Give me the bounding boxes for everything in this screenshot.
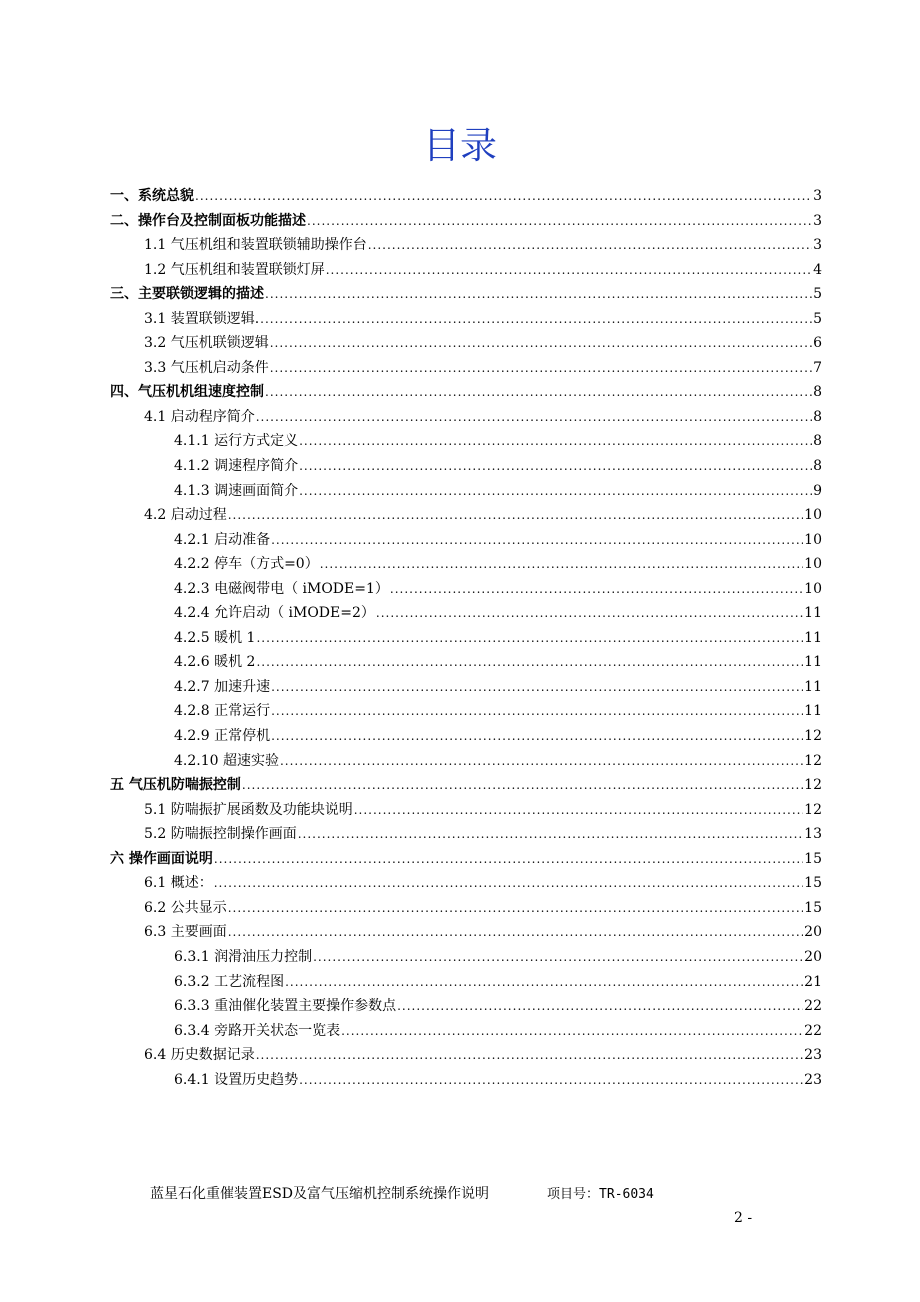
toc-leader-dots: [320, 552, 803, 576]
toc-entry-label: 6.3.2 工艺流程图: [174, 973, 285, 990]
toc-entry-page-number: 4: [813, 261, 822, 278]
toc-entry-page-number: 23: [804, 1047, 822, 1064]
toc-entry-label: 4.1.2 调速程序简介: [174, 458, 299, 475]
toc-leader-dots: [256, 405, 812, 429]
toc-leader-dots: [390, 577, 803, 601]
toc-entry[interactable]: [110, 528, 822, 553]
toc-leader-dots: [260, 307, 812, 331]
toc-entry-page-number: 3: [813, 237, 822, 254]
toc-entry-page-number: 23: [804, 1071, 822, 1088]
toc-entry-label: 4.2 启动过程: [144, 507, 227, 524]
toc-entry-page-number: 11: [804, 629, 822, 646]
toc-entry-page-number: 11: [804, 654, 822, 671]
toc-entry-page-number: 21: [804, 973, 822, 990]
toc-entry-label: 4.2.5 暖机 1: [174, 629, 256, 646]
toc-leader-dots: [256, 1043, 803, 1067]
toc-entry-page-number: 11: [804, 703, 822, 720]
toc-entry[interactable]: [110, 356, 822, 381]
toc-entry[interactable]: [110, 454, 822, 479]
toc-entry-page-number: 6: [813, 335, 822, 352]
toc-leader-dots: [271, 528, 803, 552]
toc-entry-page-number: 12: [804, 728, 822, 745]
toc-entry-label: 6.1 概述：: [144, 875, 213, 892]
toc-leader-dots: [256, 626, 803, 650]
toc-entry-label: 三、主要联锁逻辑的描述: [110, 286, 264, 303]
toc-entry-label: 6.4.1 设置历史趋势: [174, 1071, 299, 1088]
toc-entry-label: 4.1.1 运行方式定义: [174, 433, 299, 450]
toc-leader-dots: [299, 454, 812, 478]
toc-entry-label: 4.2.2 停车（方式=0）: [174, 556, 319, 573]
toc-entry-label: 6.3.3 重油催化装置主要操作参数点: [174, 998, 397, 1015]
toc-leader-dots: [265, 380, 812, 404]
toc-leader-dots: [299, 479, 812, 503]
toc-entry[interactable]: [110, 233, 822, 258]
toc-leader-dots: [307, 209, 812, 233]
toc-entry[interactable]: [110, 749, 822, 774]
toc-entry[interactable]: [110, 405, 822, 430]
toc-entry[interactable]: [110, 282, 822, 307]
toc-leader-dots: [270, 331, 812, 355]
toc-entry-page-number: 8: [813, 408, 822, 425]
toc-entry[interactable]: [110, 798, 822, 823]
toc-entry-page-number: 22: [804, 1022, 822, 1039]
toc-leader-dots: [376, 601, 803, 625]
toc-entry-page-number: 20: [804, 924, 822, 941]
toc-entry[interactable]: [110, 1068, 822, 1093]
toc-entry-label: 3.2 气压机联锁逻辑: [144, 335, 269, 352]
toc-entry-page-number: 20: [804, 948, 822, 965]
toc-entry[interactable]: [110, 945, 822, 970]
toc-entry[interactable]: [110, 920, 822, 945]
toc-leader-dots: [354, 798, 803, 822]
toc-entry-label: 4.2.7 加速升速: [174, 678, 271, 695]
toc-entry-page-number: 11: [804, 605, 822, 622]
toc-entry[interactable]: [110, 626, 822, 651]
toc-leader-dots: [397, 994, 803, 1018]
toc-entry-page-number: 13: [804, 826, 822, 843]
toc-entry-page-number: 12: [804, 752, 822, 769]
toc-leader-dots: [242, 773, 803, 797]
toc-entry-page-number: 5: [813, 286, 822, 303]
toc-entry-label: 6.3.1 润滑油压力控制: [174, 948, 313, 965]
toc-entry[interactable]: [110, 699, 822, 724]
toc-entry-label: 3.1 装置联锁逻辑.: [144, 310, 260, 327]
toc-entry[interactable]: [110, 871, 822, 896]
toc-entry[interactable]: [110, 1043, 822, 1068]
toc-entry-page-number: 3: [813, 212, 822, 229]
toc-entry-label: 6.2 公共显示: [144, 899, 227, 916]
toc-entry[interactable]: [110, 650, 822, 675]
toc-entry-label: 4.1.3 调速画面简介: [174, 482, 299, 499]
toc-entry[interactable]: [110, 552, 822, 577]
toc-leader-dots: [214, 871, 803, 895]
toc-entry-page-number: 8: [813, 433, 822, 450]
toc-entry[interactable]: [110, 429, 822, 454]
toc-entry[interactable]: [110, 479, 822, 504]
toc-entry-page-number: 10: [804, 580, 822, 597]
toc-leader-dots: [280, 749, 803, 773]
toc-entry-label: 五 气压机防喘振控制: [110, 777, 241, 794]
toc-entry-label: 一、系统总貌: [110, 188, 194, 204]
toc-leader-dots: [271, 675, 803, 699]
toc-entry[interactable]: [110, 724, 822, 749]
table-of-contents: [110, 184, 822, 1092]
toc-entry-page-number: 9: [813, 482, 822, 499]
toc-leader-dots: [326, 258, 812, 282]
toc-leader-dots: [195, 184, 812, 208]
toc-entry-page-number: 8: [813, 384, 822, 401]
toc-leader-dots: [299, 429, 812, 453]
toc-entry-label: 3.3 气压机启动条件: [144, 359, 269, 376]
toc-entry-label: 二、操作台及控制面板功能描述: [110, 212, 306, 229]
toc-entry-label: 1.1 气压机组和装置联锁辅助操作台: [144, 237, 367, 254]
toc-entry-label: 1.2 气压机组和装置联锁灯屏: [144, 261, 325, 278]
toc-leader-dots: [313, 945, 803, 969]
toc-leader-dots: [270, 356, 812, 380]
toc-leader-dots: [271, 724, 803, 748]
toc-entry[interactable]: [110, 258, 822, 283]
toc-entry[interactable]: [110, 331, 822, 356]
toc-entry-page-number: 12: [804, 801, 822, 818]
toc-leader-dots: [214, 847, 803, 871]
toc-entry[interactable]: [110, 209, 822, 234]
toc-entry[interactable]: [110, 847, 822, 872]
toc-entry-page-number: 7: [813, 359, 822, 376]
toc-entry-page-number: 15: [804, 850, 822, 867]
toc-entry-page-number: 12: [804, 777, 822, 794]
toc-entry[interactable]: [110, 822, 822, 847]
toc-entry-label: 6.4 历史数据记录: [144, 1047, 255, 1064]
toc-entry-page-number: 10: [804, 531, 822, 548]
toc-entry-label: 5.1 防喘振扩展函数及功能块说明: [144, 801, 353, 818]
toc-entry[interactable]: [110, 675, 822, 700]
toc-entry-label: 4.1 启动程序简介: [144, 408, 255, 425]
toc-leader-dots: [298, 822, 803, 846]
toc-entry[interactable]: [110, 1019, 822, 1044]
toc-entry-page-number: 10: [804, 507, 822, 524]
toc-entry-label: 六 操作画面说明: [110, 850, 213, 867]
toc-entry-page-number: 8: [813, 458, 822, 475]
toc-entry-label: 5.2 防喘振控制操作画面: [144, 826, 297, 843]
toc-entry-label: 4.2.3 电磁阀带电（ iMODE=1）: [174, 580, 389, 597]
toc-entry[interactable]: [110, 994, 822, 1019]
toc-entry[interactable]: [110, 380, 822, 405]
toc-entry-label: 6.3.4 旁路开关状态一览表: [174, 1022, 341, 1039]
toc-entry-label: 4.2.1 启动准备: [174, 531, 271, 548]
toc-leader-dots: [341, 1019, 803, 1043]
toc-entry-label: 6.3 主要画面: [144, 924, 227, 941]
toc-leader-dots: [228, 503, 803, 527]
toc-leader-dots: [285, 970, 803, 994]
toc-entry-page-number: 3: [813, 188, 822, 204]
toc-entry-page-number: 15: [804, 875, 822, 892]
toc-entry[interactable]: [110, 896, 822, 921]
toc-leader-dots: [265, 282, 812, 306]
toc-entry[interactable]: [110, 577, 822, 602]
toc-entry[interactable]: [110, 307, 822, 332]
toc-entry-label: 4.2.9 正常停机: [174, 728, 271, 745]
page-footer: [150, 1184, 654, 1205]
footer-page-number: 2 -: [734, 1210, 753, 1226]
toc-leader-dots: [368, 233, 812, 257]
toc-entry-page-number: 11: [804, 678, 822, 695]
toc-entry-label: 4.2.6 暖机 2: [174, 654, 256, 671]
page-title: 目录: [423, 124, 497, 167]
toc-entry[interactable]: [110, 970, 822, 995]
toc-leader-dots: [228, 920, 803, 944]
toc-entry-page-number: 5: [813, 310, 822, 327]
toc-leader-dots: [228, 896, 803, 920]
toc-entry-label: 4.2.4 允许启动（ iMODE=2）: [174, 605, 375, 622]
toc-entry[interactable]: [110, 773, 822, 798]
toc-leader-dots: [299, 1068, 803, 1092]
toc-entry-label: 4.2.8 正常运行: [174, 703, 271, 720]
toc-leader-dots: [256, 650, 803, 674]
toc-entry[interactable]: [110, 184, 822, 209]
toc-entry[interactable]: [110, 503, 822, 528]
toc-entry-page-number: 22: [804, 998, 822, 1015]
toc-entry-page-number: 15: [804, 899, 822, 916]
toc-entry[interactable]: [110, 601, 822, 626]
toc-entry-page-number: 10: [804, 556, 822, 573]
footer-project-number: 项目号：TR-6034: [547, 1187, 654, 1202]
footer-document-title: 蓝星石化重催装置ESD及富气压缩机控制系统操作说明: [150, 1186, 490, 1202]
toc-leader-dots: [271, 699, 803, 723]
toc-entry-label: 4.2.10 超速实验: [174, 752, 279, 769]
toc-entry-label: 四、气压机机组速度控制: [110, 384, 264, 401]
